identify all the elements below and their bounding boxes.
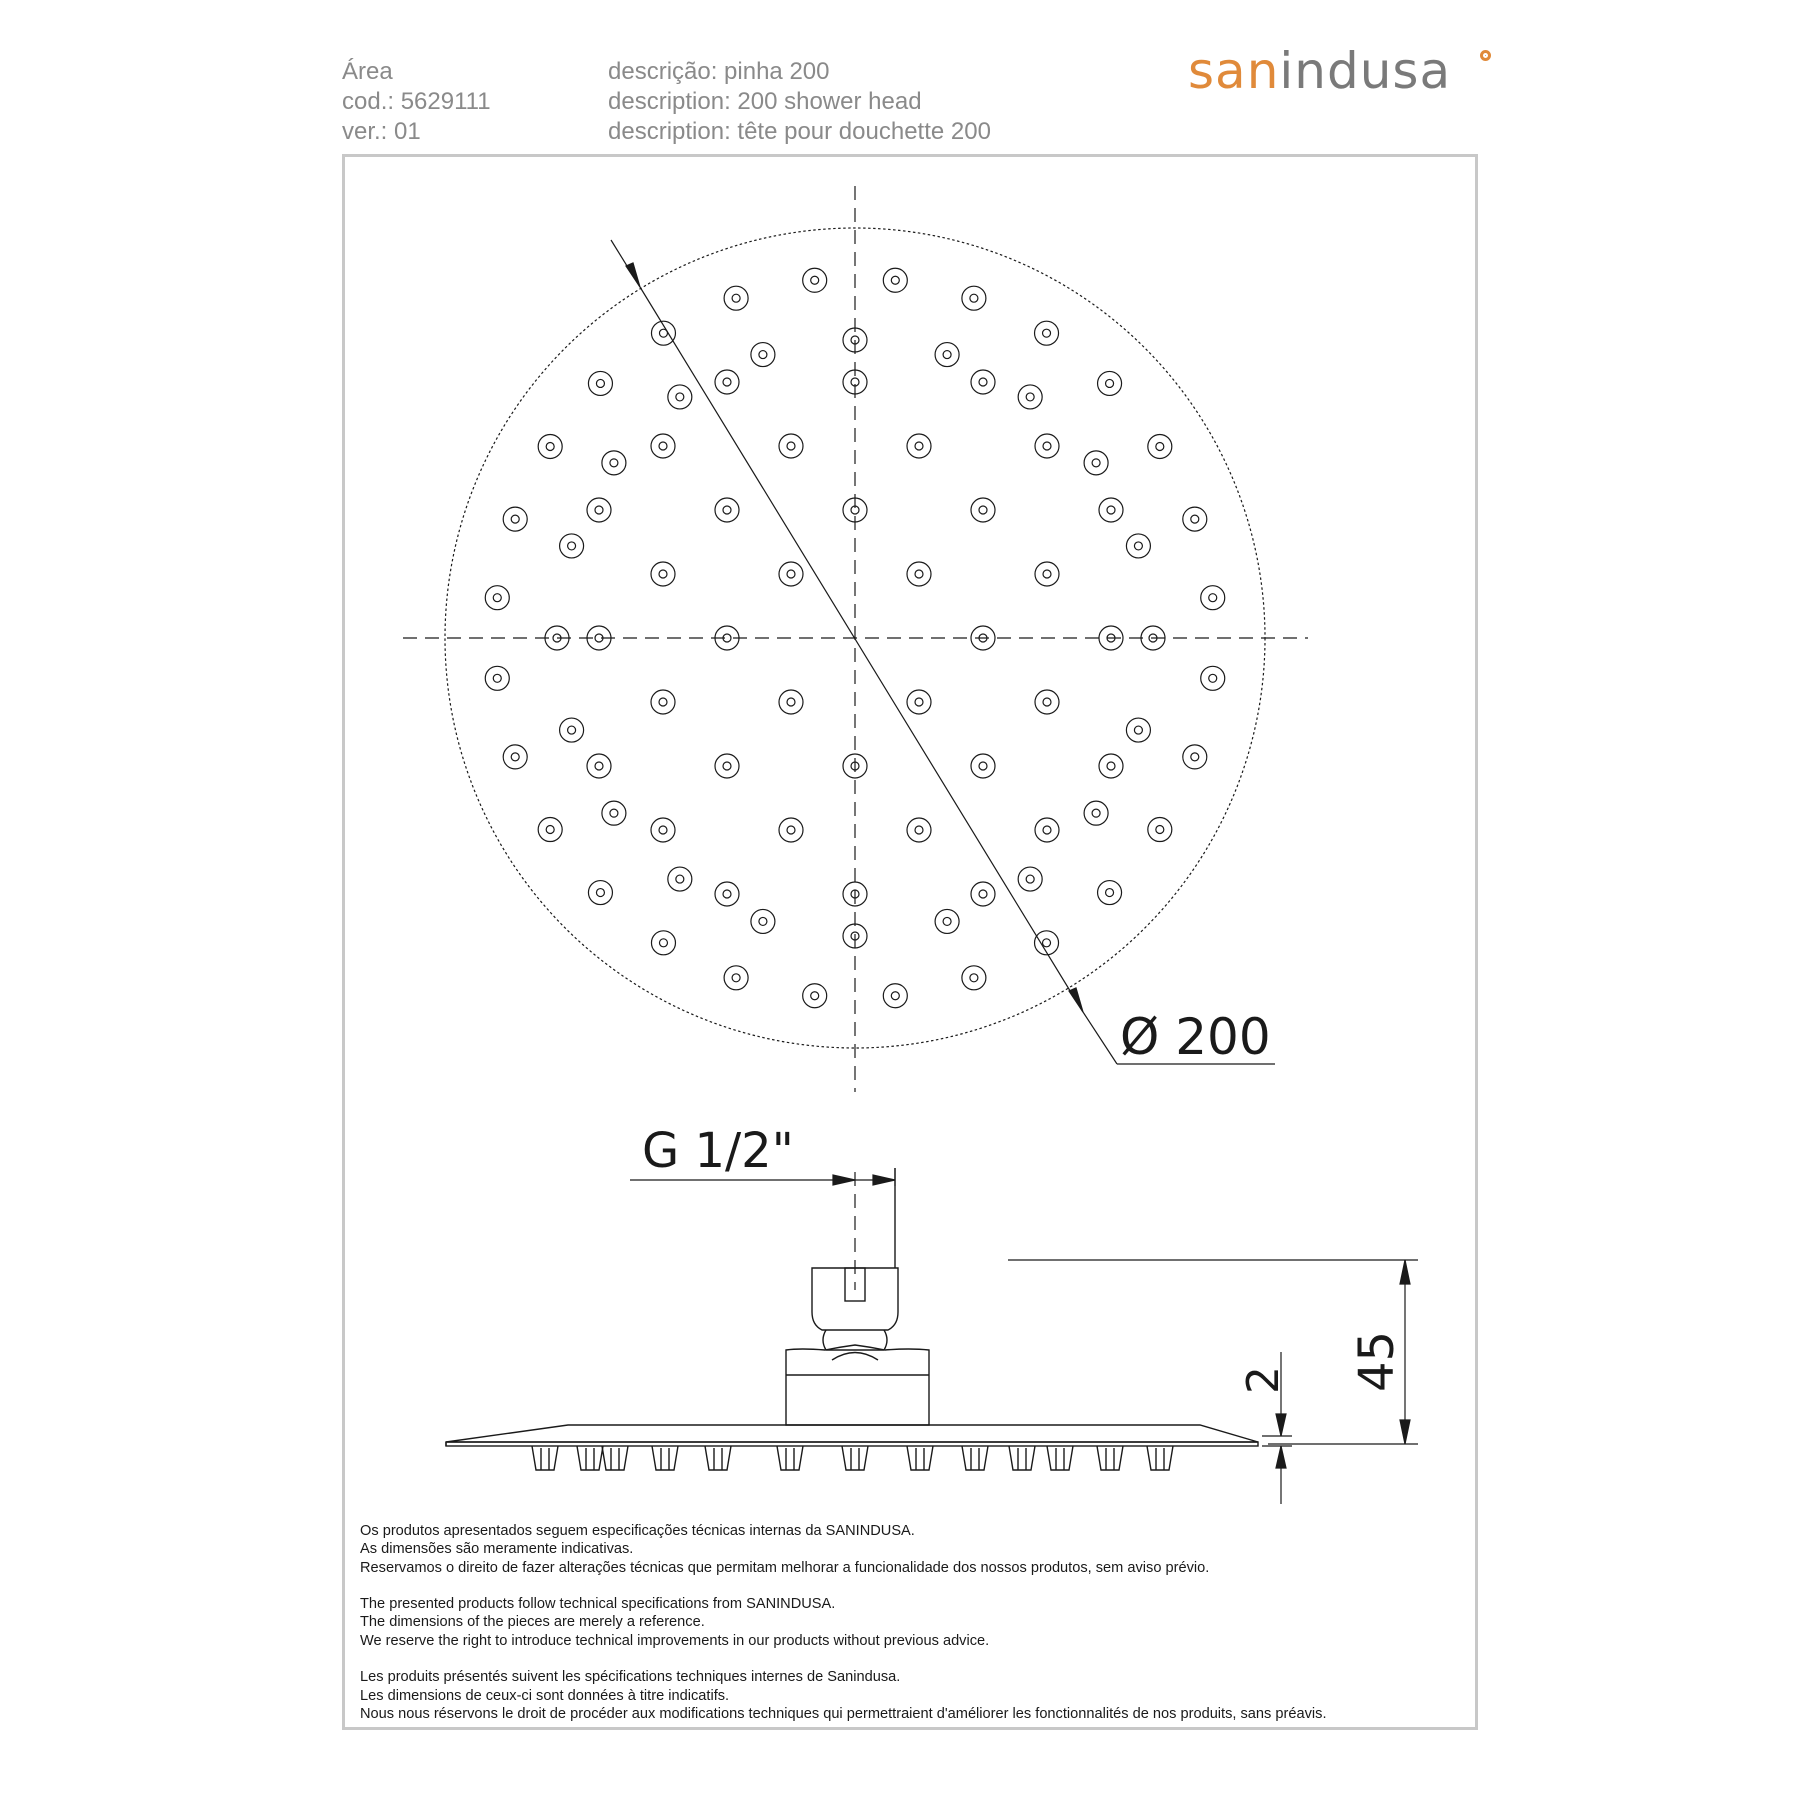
nozzle-center <box>1043 442 1051 450</box>
notes-en <box>360 1595 1327 1650</box>
note-line: The presented products follow technical specifications from SANINDUSA. <box>360 1596 836 1613</box>
nozzle <box>1035 562 1059 586</box>
nozzle-center <box>568 726 576 734</box>
side-nozzle <box>962 1446 988 1470</box>
nozzle-center <box>659 442 667 450</box>
plate-bottom <box>446 1442 1258 1446</box>
nozzle <box>587 754 611 778</box>
thread-label: G 1/2" <box>642 1123 794 1179</box>
nozzle-center <box>595 762 603 770</box>
description-fr: description: tête pour douchette 200 <box>608 118 991 145</box>
diameter-arrow-top <box>626 263 640 287</box>
nozzle <box>1084 801 1108 825</box>
logo-part-san: san <box>1188 42 1280 100</box>
nozzle-center <box>943 351 951 359</box>
nozzle <box>751 909 775 933</box>
nozzle <box>907 818 931 842</box>
nozzle-center <box>659 939 667 947</box>
nozzle <box>1099 754 1123 778</box>
nozzle <box>715 882 739 906</box>
nozzle-center <box>1191 753 1199 761</box>
nozzle-center <box>732 294 740 302</box>
nozzle <box>715 370 739 394</box>
nozzle <box>1035 690 1059 714</box>
nozzle-center <box>659 826 667 834</box>
nozzle-center <box>1134 542 1142 550</box>
nozzle <box>779 690 803 714</box>
logo-part-indusa: indusa <box>1279 42 1452 100</box>
nozzle-center <box>787 826 795 834</box>
nozzle-center <box>915 826 923 834</box>
nozzle-center <box>676 875 684 883</box>
nozzle <box>715 754 739 778</box>
nozzle <box>560 534 584 558</box>
base-arc <box>832 1353 878 1361</box>
nozzle-center <box>493 674 501 682</box>
nozzle <box>907 434 931 458</box>
shower-plate <box>446 1425 1258 1442</box>
side-view <box>446 1168 1258 1470</box>
nozzle <box>1183 745 1207 769</box>
diameter-leader-end <box>1083 1012 1117 1064</box>
thickness-label: 2 <box>1238 1366 1289 1394</box>
nozzle <box>1018 867 1042 891</box>
nozzle-center <box>1092 809 1100 817</box>
nozzle-center <box>759 917 767 925</box>
nozzle-center <box>596 889 604 897</box>
nozzle-center <box>595 506 603 514</box>
side-nozzle <box>652 1446 678 1470</box>
nozzle-center <box>915 570 923 578</box>
nozzle-center <box>811 276 819 284</box>
nozzle-center <box>676 393 684 401</box>
side-nozzle <box>1097 1446 1123 1470</box>
height-arrow-bottom <box>1400 1420 1410 1444</box>
nozzle <box>538 818 562 842</box>
nozzle <box>971 882 995 906</box>
nozzle <box>1201 586 1225 610</box>
area-label: Área <box>342 58 393 85</box>
nozzle <box>560 718 584 742</box>
height-arrow-top <box>1400 1260 1410 1284</box>
diameter-arrow-bottom <box>1069 988 1083 1012</box>
note-line: Os produtos apresentados seguem especificações técnicas internas da SANINDUSA. <box>360 1523 915 1539</box>
notes-pt <box>360 1522 1327 1577</box>
nozzle <box>1035 321 1059 345</box>
nozzle <box>1201 666 1225 690</box>
disclaimer-notes <box>360 1522 1327 1742</box>
nozzle <box>779 818 803 842</box>
thread-arrow-left <box>833 1175 855 1185</box>
nozzle-center <box>1107 762 1115 770</box>
nozzle <box>587 498 611 522</box>
nozzle <box>1084 451 1108 475</box>
nozzle-center <box>1092 459 1100 467</box>
nozzle-center <box>915 442 923 450</box>
side-nozzle-row <box>532 1446 1173 1470</box>
description-en: description: 200 shower head <box>608 88 922 115</box>
nozzle-center <box>1107 506 1115 514</box>
nozzle-center <box>1191 515 1199 523</box>
note-line: Les produits présentés suivent les spécifications techniques internes de Sanindusa. <box>360 1669 901 1686</box>
nozzle <box>751 343 775 367</box>
nozzle <box>588 371 612 395</box>
nozzle <box>1126 718 1150 742</box>
side-nozzle <box>577 1446 603 1470</box>
nozzle <box>779 434 803 458</box>
nozzle <box>651 434 675 458</box>
nozzle-center <box>659 698 667 706</box>
nozzle <box>883 984 907 1008</box>
nozzle-center <box>1156 442 1164 450</box>
nozzle-center <box>659 570 667 578</box>
nozzle-center <box>732 974 740 982</box>
nozzle-center <box>970 294 978 302</box>
diameter-dimension <box>611 240 1275 1064</box>
base-body <box>786 1345 929 1425</box>
swivel-nut <box>812 1268 898 1330</box>
nozzle <box>1018 385 1042 409</box>
nozzle-center <box>1134 726 1142 734</box>
nozzle <box>779 562 803 586</box>
nozzle <box>485 586 509 610</box>
ball-neck <box>823 1330 887 1350</box>
nozzle-center <box>1043 329 1051 337</box>
nozzle-center <box>1106 379 1114 387</box>
nozzle <box>715 498 739 522</box>
nozzle <box>602 451 626 475</box>
note-line: We reserve the right to introduce technical improvements in our products without previous advice. <box>360 1632 990 1649</box>
product-version: ver.: 01 <box>342 118 421 145</box>
nozzle <box>883 268 907 292</box>
nozzle-center <box>811 992 819 1000</box>
product-code: cod.: 5629111 <box>342 88 491 115</box>
nozzle-center <box>723 890 731 898</box>
note-line: The dimensions of the pieces are merely a reference. <box>360 1614 705 1631</box>
note-line: Les dimensions de ceux-ci sont données à titre indicatifs. <box>360 1687 730 1704</box>
nozzle <box>503 745 527 769</box>
nozzle-center <box>787 442 795 450</box>
nozzle-center <box>493 594 501 602</box>
nozzle-center <box>1043 939 1051 947</box>
side-nozzle <box>1147 1446 1173 1470</box>
notes-fr <box>360 1668 1327 1723</box>
nozzle <box>1035 434 1059 458</box>
nozzle-center <box>970 974 978 982</box>
nozzle <box>803 268 827 292</box>
nozzle <box>907 690 931 714</box>
nozzle <box>724 286 748 310</box>
nozzle-center <box>610 459 618 467</box>
nozzle <box>588 881 612 905</box>
nozzle <box>1098 881 1122 905</box>
nozzle-center <box>1026 875 1034 883</box>
nozzle <box>602 801 626 825</box>
nozzle-center <box>1106 889 1114 897</box>
nozzle-center <box>979 378 987 386</box>
height-label: 45 <box>1349 1330 1405 1392</box>
nozzle <box>503 507 527 531</box>
nozzle-center <box>1043 570 1051 578</box>
nozzle <box>1098 371 1122 395</box>
nozzle <box>668 867 692 891</box>
nozzle-center <box>915 698 923 706</box>
note-line: Nous nous réservons le droit de procéder aux modifications techniques qui permettraient d'améliorer les fonctionnalités de nos produits, sans préavis. <box>360 1705 1327 1722</box>
diameter-dimension-line <box>640 287 1083 1012</box>
side-nozzle <box>777 1446 803 1470</box>
nozzle-center <box>610 809 618 817</box>
side-nozzle <box>842 1446 868 1470</box>
nozzle <box>803 984 827 1008</box>
nozzle-center <box>787 698 795 706</box>
side-nozzle <box>1009 1446 1035 1470</box>
nozzle <box>485 666 509 690</box>
nozzle-center <box>1043 698 1051 706</box>
description-pt: descrição: pinha 200 <box>608 58 830 85</box>
nozzle-center <box>787 570 795 578</box>
nozzle-center <box>723 378 731 386</box>
nozzle-center <box>511 753 519 761</box>
nozzle-center <box>546 442 554 450</box>
nozzle-center <box>1043 826 1051 834</box>
thickness-arrow-bottom <box>1276 1446 1286 1468</box>
nozzle-center <box>1026 393 1034 401</box>
nozzle <box>651 562 675 586</box>
side-nozzle <box>1047 1446 1073 1470</box>
nozzle <box>971 754 995 778</box>
nozzle <box>935 909 959 933</box>
nozzle <box>962 966 986 990</box>
nozzle <box>935 343 959 367</box>
nozzle <box>651 818 675 842</box>
nozzle <box>538 434 562 458</box>
nozzle-center <box>891 992 899 1000</box>
thickness-arrow-top <box>1276 1414 1286 1436</box>
nozzle-center <box>943 917 951 925</box>
diameter-label: Ø 200 <box>1120 1008 1271 1066</box>
nozzle-center <box>1209 594 1217 602</box>
nozzle-center <box>891 276 899 284</box>
nozzle-center <box>1209 674 1217 682</box>
nozzle-center <box>596 379 604 387</box>
side-nozzle <box>602 1446 628 1470</box>
nozzle-center <box>568 542 576 550</box>
nozzle <box>962 286 986 310</box>
side-nozzle <box>705 1446 731 1470</box>
nozzle-center <box>723 506 731 514</box>
side-nozzle <box>907 1446 933 1470</box>
nozzle-center <box>1156 826 1164 834</box>
nozzle <box>1148 818 1172 842</box>
nozzle <box>1099 498 1123 522</box>
nozzle <box>1035 818 1059 842</box>
nozzle <box>907 562 931 586</box>
nozzle <box>1183 507 1207 531</box>
nozzle-center <box>979 890 987 898</box>
note-line: Reservamos o direito de fazer alterações técnicas que permitam melhorar a funcionalidade dos nossos produtos, sem aviso prévio. <box>360 1559 1210 1576</box>
nozzle <box>1126 534 1150 558</box>
side-nozzle <box>532 1446 558 1470</box>
nozzle <box>651 931 675 955</box>
nozzle-center <box>979 506 987 514</box>
nozzle <box>1148 434 1172 458</box>
nozzle <box>668 385 692 409</box>
nozzle-center <box>759 351 767 359</box>
nozzle-center <box>546 826 554 834</box>
nozzle-center <box>511 515 519 523</box>
thread-arrow-right <box>873 1175 895 1185</box>
nozzle <box>724 966 748 990</box>
nozzle <box>971 498 995 522</box>
nozzle <box>971 370 995 394</box>
nozzle-center <box>979 762 987 770</box>
nozzle <box>651 690 675 714</box>
nozzle-center <box>723 762 731 770</box>
note-line: As dimensões são meramente indicativas. <box>360 1541 634 1558</box>
